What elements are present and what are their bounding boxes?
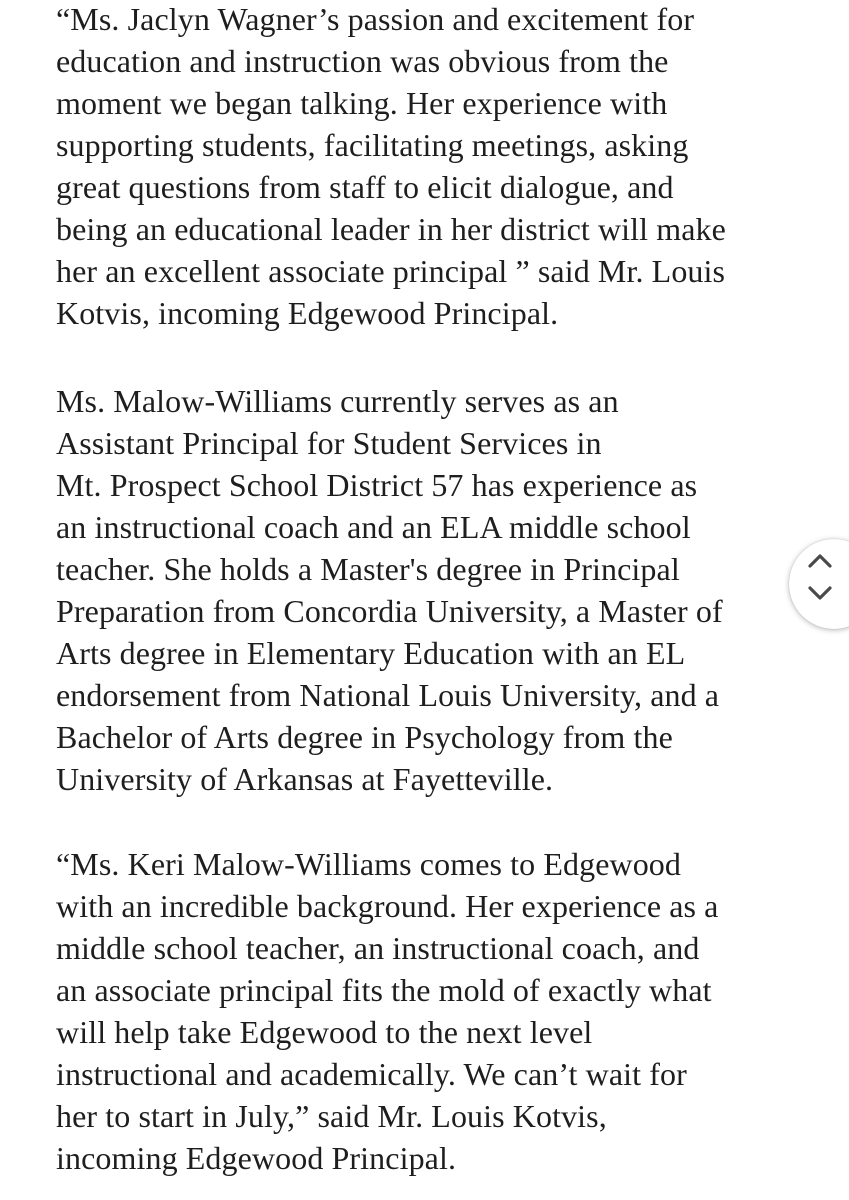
quote-paragraph-malow-williams [56, 843, 718, 1179]
text-line: “Ms. Keri Malow-Williams comes to Edgewood [56, 846, 682, 882]
text-line: “Ms. Jaclyn Wagner’s passion and excitement for [56, 1, 695, 37]
text-line: instructional and academically. We can’t wait for [56, 1056, 687, 1092]
text-line: University of Arkansas at Fayetteville. [56, 761, 554, 797]
bio-paragraph-malow-williams [56, 380, 723, 800]
text-line: incoming Edgewood Principal. [56, 1140, 457, 1176]
text-line: an instructional coach and an ELA middle school [56, 509, 691, 545]
page-scroll-control[interactable] [789, 539, 849, 629]
quote-paragraph-wagner [56, 0, 726, 334]
text-line: education and instruction was obvious from the [56, 43, 669, 79]
text-line: great questions from staff to elicit dialogue, and [56, 169, 674, 205]
text-line: will help take Edgewood to the next level [56, 1014, 593, 1050]
chevron-down-icon[interactable] [807, 584, 833, 602]
text-line: being an educational leader in her district will make [56, 211, 726, 247]
text-line: Kotvis, incoming Edgewood Principal. [56, 295, 559, 331]
text-line: Assistant Principal for Student Services in [56, 425, 602, 461]
text-line: Ms. Malow-Williams currently serves as an [56, 383, 619, 419]
text-line: an associate principal fits the mold of exactly what [56, 972, 712, 1008]
text-line: moment we began talking. Her experience with [56, 85, 668, 121]
text-line: Bachelor of Arts degree in Psychology from the [56, 719, 673, 755]
text-line: Mt. Prospect School District 57 has experience as [56, 467, 698, 503]
text-line: her an excellent associate principal ” said Mr. Louis [56, 253, 726, 289]
text-line: teacher. She holds a Master's degree in Principal [56, 551, 680, 587]
text-line: middle school teacher, an instructional coach, and [56, 930, 700, 966]
text-line: Arts degree in Elementary Education with an EL [56, 635, 686, 671]
chevron-up-icon[interactable] [807, 552, 833, 570]
text-line: endorsement from National Louis University, and a [56, 677, 720, 713]
text-line: Preparation from Concordia University, a Master of [56, 593, 723, 629]
text-line: with an incredible background. Her experience as a [56, 888, 719, 924]
text-line: supporting students, facilitating meetings, asking [56, 127, 689, 163]
text-line: her to start in July,” said Mr. Louis Kotvis, [56, 1098, 607, 1134]
